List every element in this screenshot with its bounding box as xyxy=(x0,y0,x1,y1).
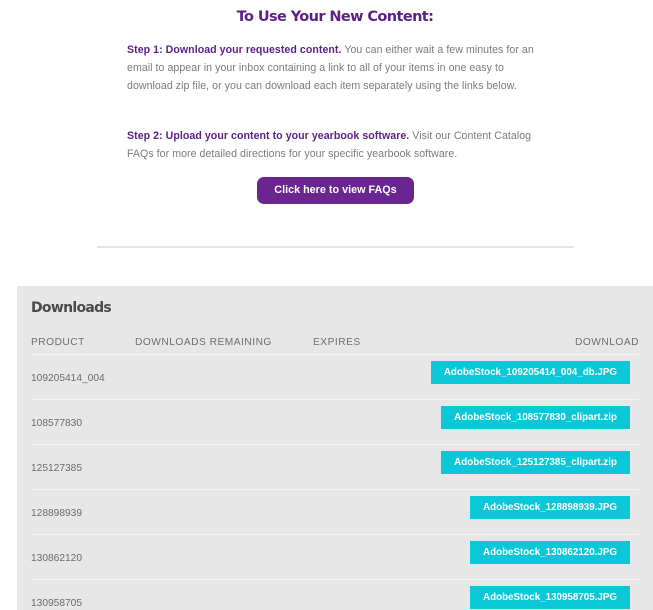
step-2-paragraph xyxy=(127,127,537,163)
column-header-download: DOWNLOAD xyxy=(575,337,639,348)
download-link[interactable]: AdobeStock_128898939.JPG xyxy=(470,496,630,519)
instructions-title: To Use Your New Content: xyxy=(236,9,434,25)
step-1-paragraph xyxy=(127,41,537,96)
product-id: 128898939 xyxy=(31,508,82,519)
column-header-downloads-remaining: DOWNLOADS REMAINING xyxy=(135,337,272,348)
step-1-text: You can either wait a few minutes for an email to appear in your inbox containing a link to all of your items in one easy to download zip file, or you can download each item separately using the links below. xyxy=(127,44,534,93)
downloads-title: Downloads xyxy=(31,300,112,316)
download-link[interactable]: AdobeStock_125127385_clipart.zip xyxy=(441,451,630,474)
table-row xyxy=(17,400,653,445)
product-id: 109205414_004 xyxy=(31,373,105,384)
download-link[interactable]: AdobeStock_130862120.JPG xyxy=(470,541,630,564)
section-divider xyxy=(97,246,574,248)
step-2-lead: Step 2: Upload your content to your yearbook software. xyxy=(127,130,410,142)
view-faqs-button[interactable]: Click here to view FAQs xyxy=(257,177,414,204)
table-row xyxy=(17,445,653,490)
product-id: 125127385 xyxy=(31,463,82,474)
product-id: 130958705 xyxy=(31,598,82,609)
table-row xyxy=(17,580,653,610)
download-link[interactable]: AdobeStock_130958705.JPG xyxy=(470,586,630,609)
product-id: 108577830 xyxy=(31,418,82,429)
download-link[interactable]: AdobeStock_109205414_004_db.JPG xyxy=(431,361,630,384)
column-header-product: PRODUCT xyxy=(31,337,85,348)
column-header-expires: EXPIRES xyxy=(313,337,361,348)
step-2-text: Visit our Content Catalog FAQs for more detailed directions for your specific yearbook software. xyxy=(127,130,532,161)
table-row xyxy=(17,535,653,580)
table-row xyxy=(17,490,653,535)
download-link[interactable]: AdobeStock_108577830_clipart.zip xyxy=(441,406,630,429)
product-id: 130862120 xyxy=(31,553,82,564)
step-1-lead: Step 1: Download your requested content. xyxy=(127,44,342,56)
downloads-panel xyxy=(17,286,653,610)
table-row xyxy=(17,355,653,400)
